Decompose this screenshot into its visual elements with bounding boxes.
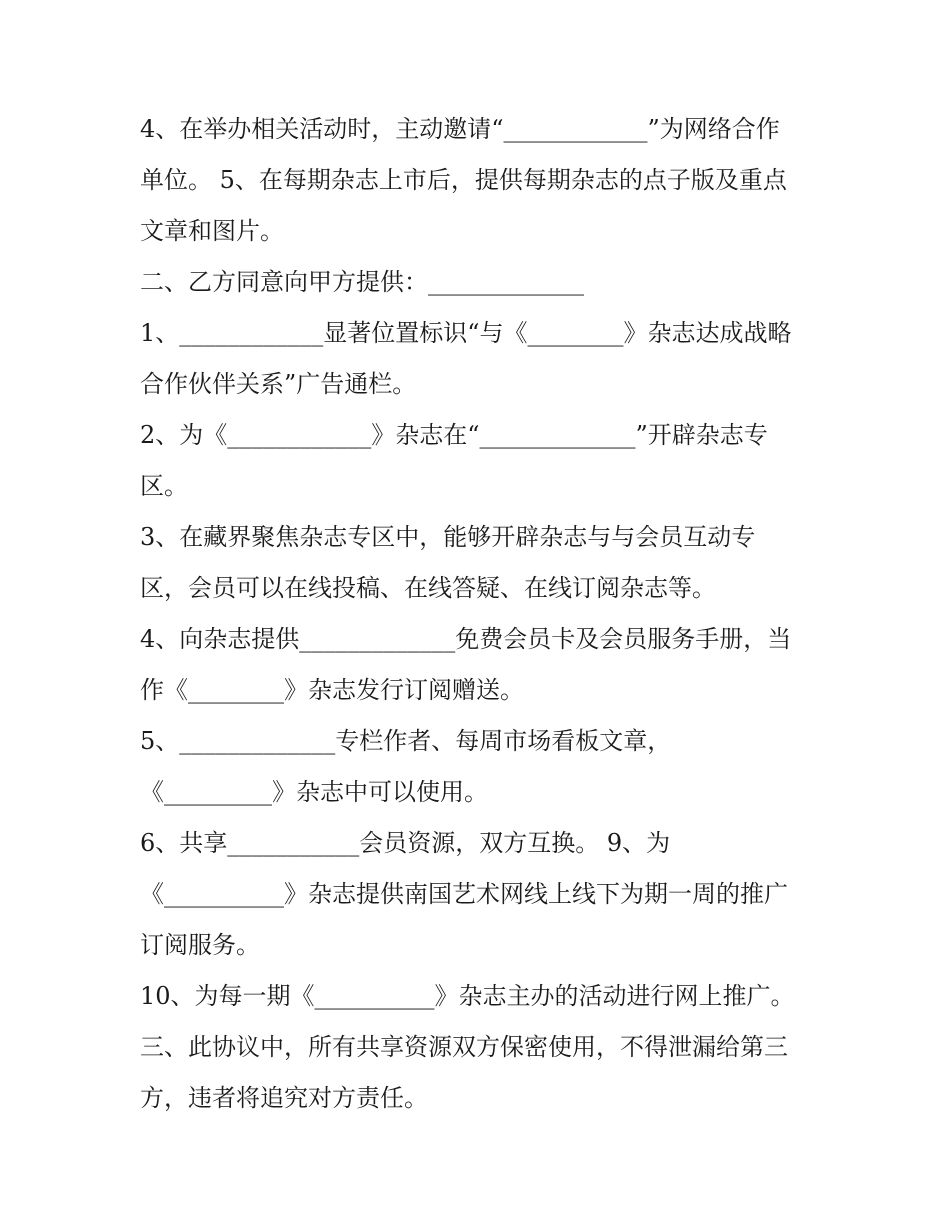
text-line: 1、____________显著位置标识“与《________》杂志达成战略 xyxy=(140,319,792,347)
text-line: 3、在藏界聚焦杂志专区中，能够开辟杂志与与会员互动专 xyxy=(140,523,756,551)
text-line: 二、乙方同意向甲方提供：_____________ xyxy=(140,268,584,296)
text-line: 《_________》杂志中可以使用。 xyxy=(140,778,488,806)
text-line: 2、为《____________》杂志在“_____________”开辟杂志专 xyxy=(140,421,768,449)
text-line: 方，违者将追究对方责任。 xyxy=(140,1084,428,1112)
text-line: 10、为每一期《__________》杂志主办的活动进行网上推广。 xyxy=(140,982,795,1010)
text-line: 4、在举办相关活动时，主动邀请“____________”为网络合作 xyxy=(140,115,780,143)
text-line: 区。 xyxy=(140,472,188,500)
text-line: 区，会员可以在线投稿、在线答疑、在线订阅杂志等。 xyxy=(140,574,716,602)
text-line: 三、此协议中，所有共享资源双方保密使用，不得泄漏给第三 xyxy=(140,1033,788,1061)
text-line: 单位。 5、在每期杂志上市后，提供每期杂志的点子版及重点 xyxy=(140,166,787,194)
text-line: 订阅服务。 xyxy=(140,931,260,959)
text-line: 合作伙伴关系”广告通栏。 xyxy=(140,370,417,398)
text-line: 6、共享___________会员资源，双方互换。 9、为 xyxy=(140,829,671,857)
text-line: 5、_____________专栏作者、每周市场看板文章， xyxy=(140,727,672,755)
text-line: 《__________》杂志提供南国艺术网线上线下为期一周的推广 xyxy=(140,880,788,908)
document-body xyxy=(140,104,830,1124)
text-line: 4、向杂志提供_____________免费会员卡及会员服务手册，当 xyxy=(140,625,792,653)
text-line: 文章和图片。 xyxy=(140,217,284,245)
text-line: 作《________》杂志发行订阅赠送。 xyxy=(140,676,524,704)
